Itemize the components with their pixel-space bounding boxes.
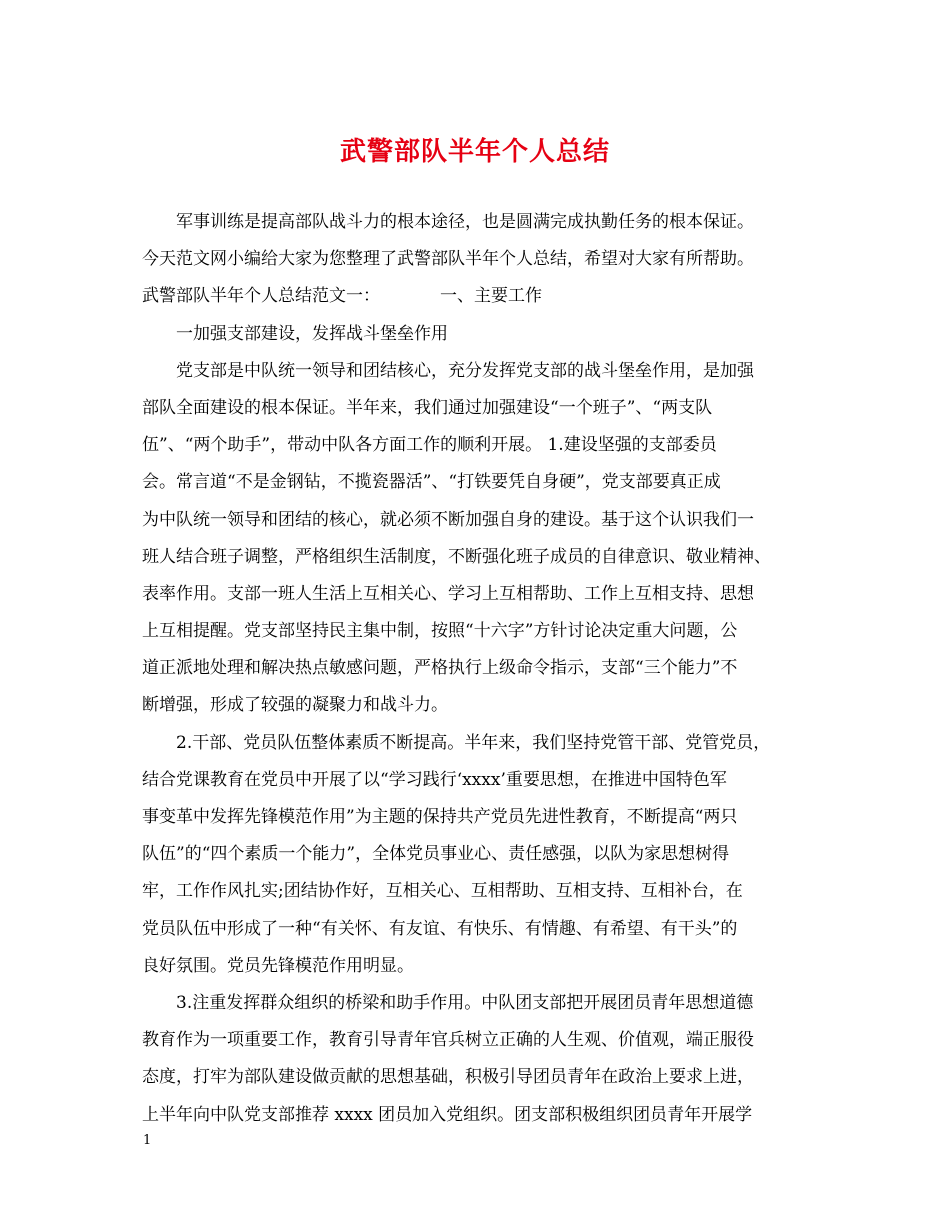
- text-line: 上半年向中队党支部推荐 xxxx 团员加入党组织。团支部积极组织团员青年开展学: [142, 1104, 753, 1125]
- text-line: 军事训练是提高部队战斗力的根本途径，也是圆满完成执勤任务的根本保证。: [176, 212, 754, 232]
- text-line: 为中队统一领导和团结的核心，就必须不断加强自身的建设。基于这个认识我们一: [142, 509, 754, 530]
- document-title: 武警部队半年个人总结: [339, 137, 610, 167]
- text-line: 部队全面建设的根本保证。半年来，我们通过加强建设“一个班子”、“两支队: [142, 397, 713, 418]
- text-line: 教育作为一项重要工作，教育引导青年官兵树立正确的人生观、价值观，端正服役: [142, 1030, 754, 1051]
- text-line: 3.注重发挥群众组织的桥梁和助手作用。中队团支部把开展团员青年思想道德: [176, 992, 754, 1013]
- text-line: 今天范文网小编给大家为您整理了武警部队半年个人总结，希望对大家有所帮助。: [142, 249, 754, 270]
- text-line: 道正派地处理和解决热点敏感问题，严格执行上级命令指示，支部“三个能力”不: [142, 658, 738, 679]
- page-number: 1: [143, 1133, 152, 1148]
- text-line: 结合党课教育在党员中开展了以“学习践行‘xxxx’重要思想，在推进中国特色军: [142, 769, 727, 790]
- text-line: 上互相提醒。党支部坚持民主集中制，按照“十六字”方针讨论决定重大问题，公: [142, 621, 738, 642]
- text-line: 党员队伍中形成了一种“有关怀、有友谊、有快乐、有情趣、有希望、有干头”的: [142, 918, 738, 939]
- text-line: 党支部是中队统一领导和团结核心，充分发挥党支部的战斗堡垒作用，是加强: [176, 360, 754, 381]
- text-segment: 武警部队半年个人总结范文一：: [142, 286, 380, 307]
- text-line: 断增强，形成了较强的凝聚力和战斗力。: [142, 695, 448, 716]
- text-line: 2.干部、党员队伍整体素质不断提高。半年来，我们坚持党管干部、党管党员，: [176, 732, 771, 753]
- document-body: [142, 204, 822, 1134]
- text-line: 态度，打牢为部队建设做贡献的思想基础，积极引导团员青年在政治上要求上进，: [142, 1067, 754, 1088]
- text-line-mixed: [142, 278, 822, 315]
- text-line: 牢，工作作风扎实;团结协作好，互相关心、互相帮助、互相支持、互相补台，在: [142, 881, 743, 902]
- text-line: 事变革中发挥先锋模范作用”为主题的保持共产党员先进性教育，不断提高“两只: [142, 807, 738, 827]
- text-line: 表率作用。支部一班人生活上互相关心、学习上互相帮助、工作上互相支持、思想: [142, 583, 754, 604]
- text-line: 班人结合班子调整，严格组织生活制度，不断强化班子成员的自律意识、敬业精神、: [142, 546, 771, 567]
- text-line: 良好氛围。党员先锋模范作用明显。: [142, 955, 414, 976]
- subsection-heading: 一加强支部建设，发挥战斗堡垒作用: [176, 323, 448, 344]
- text-line: 伍”、“两个助手”，带动中队各方面工作的顺利开展。 1.建设坚强的支部委员: [142, 435, 717, 456]
- text-line: 队伍”的“四个素质一个能力”，全体党员事业心、责任感强，以队为家思想树得: [142, 844, 730, 865]
- text-line: 会。常言道“不是金钢钻，不揽瓷器活”、“打铁要凭自身硬”，党支部要真正成: [142, 472, 721, 493]
- section-heading: 一、主要工作: [440, 286, 542, 307]
